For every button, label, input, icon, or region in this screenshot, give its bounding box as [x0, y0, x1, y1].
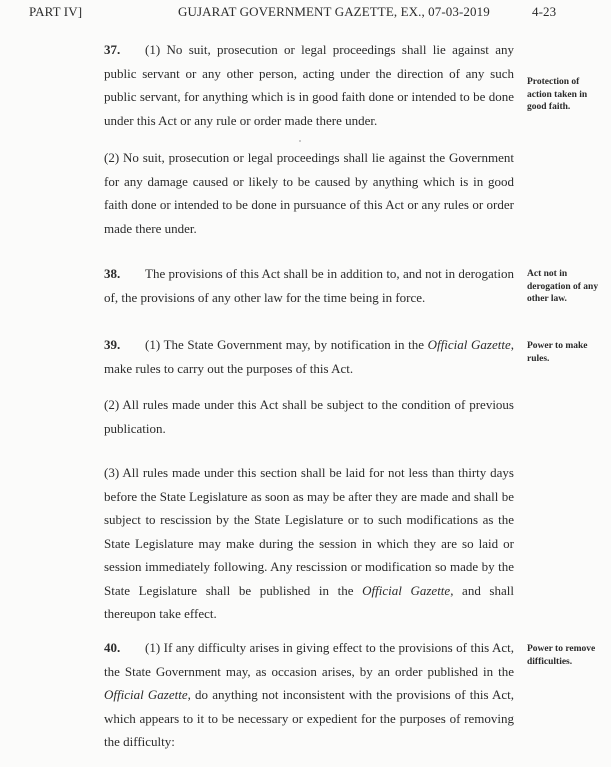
section-40 — [104, 636, 514, 754]
margin-note-40: Power to remove difficulties. — [527, 644, 596, 667]
section-37-para-2: (2) No suit, prosecution or legal proceedings shall lie against the Government for any damage caused or likely to be caused by anything which is in good faith done or intended to be done in pursuance of this Act or any rules or order made there under. — [104, 150, 514, 236]
section-38 — [104, 262, 514, 309]
section-38-para: 38. The provisions of this Act shall be in addition to, and not in derogation of, the provisions of any other law for the time being in force. — [104, 262, 514, 309]
section-39-para-3: (3) All rules made under this section shall be laid for not less than thirty days before the State Legislature as soon as may be after they are made and shall be subject to rescission by the State Legislature or to such modifications as the State Legislature may make during the session in which they are so laid or session immediately following. Any rescission or modification so made by the State Legislature shall be published in the Official Gazette, and shall thereupon take effect. — [104, 465, 514, 621]
part-label: PART IV] — [29, 4, 83, 19]
section-40-para-1: 40. (1) If any difficulty arises in giving effect to the provisions of this Act, the State Government may, as occasion arises, by an order published in the Official Gazette, do anything not inconsistent with the provisions of this Act, which appears to it to be necessary or expedient for the purposes of removing the difficulty: — [104, 636, 514, 754]
section-number: 37. — [104, 42, 121, 57]
margin-note-38: Act not in derogation of any other law. — [527, 269, 599, 304]
section-39-sub-2 — [104, 393, 514, 440]
section-number: 39. — [104, 337, 121, 352]
section-37-para-1: 37. (1) No suit, prosecution or legal proceedings shall lie against any public servant or any other person, acting under the direction of any such public servant, for anything which is in good faith done or intended to be done under this Act or any rule or order made there under. — [104, 38, 514, 132]
section-39-sub-3 — [104, 461, 514, 626]
section-number: 40. — [104, 640, 121, 655]
section-39 — [104, 333, 514, 380]
section-37 — [104, 38, 514, 132]
section-39-para-1: 39. (1) The State Government may, by notification in the Official Gazette, make rules to carry out the purposes of this Act. — [104, 333, 514, 380]
page-header — [0, 4, 611, 24]
section-39-para-2: (2) All rules made under this Act shall be subject to the condition of previous publication. — [104, 397, 514, 436]
page-number: 4-23 — [532, 4, 557, 19]
margin-note-39: Power to make rules. — [527, 341, 588, 364]
section-37-sub-2 — [104, 146, 514, 240]
gazette-title: GUJARAT GOVERNMENT GAZETTE, EX., 07-03-2019 — [178, 4, 490, 19]
section-number: 38. — [104, 266, 121, 281]
margin-note-37: Protection of action taken in good faith. — [527, 77, 588, 112]
speck — [299, 140, 301, 142]
